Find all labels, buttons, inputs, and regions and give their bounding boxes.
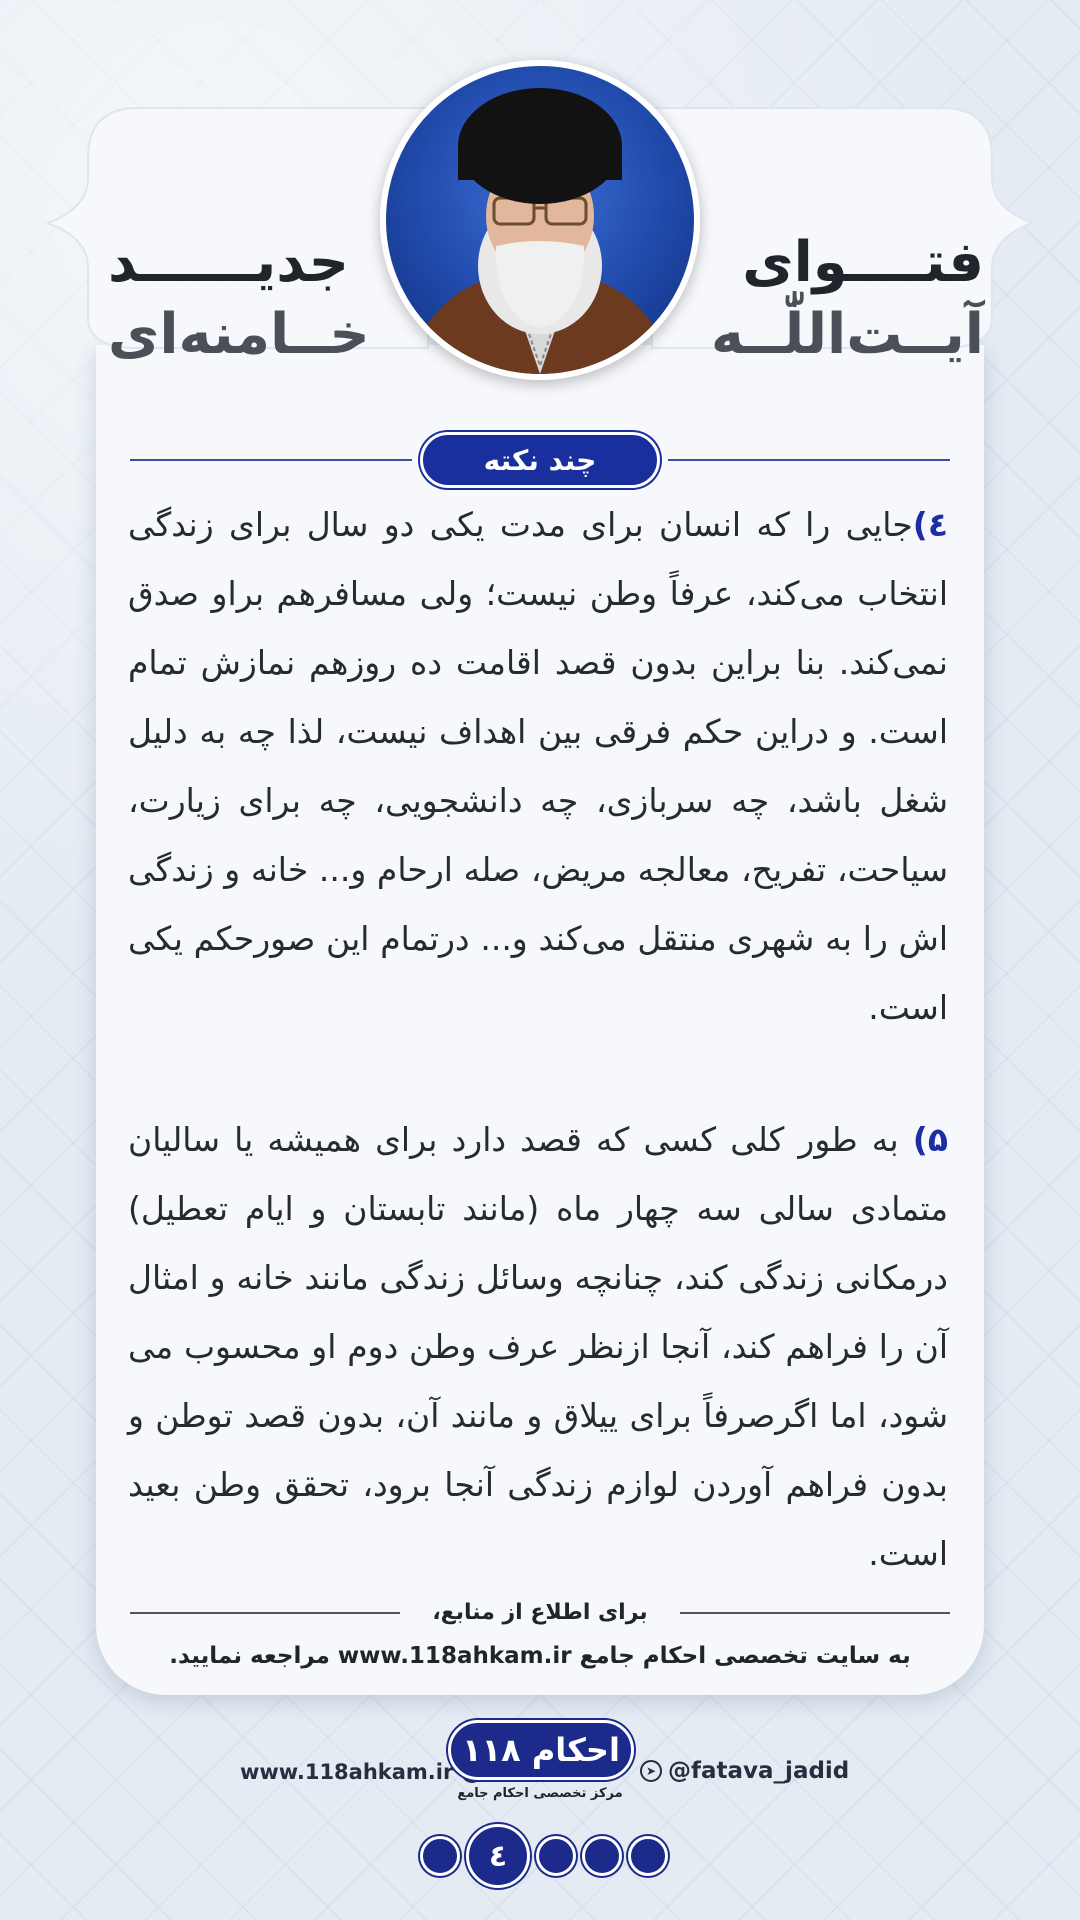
portrait-image: [380, 60, 700, 380]
footer-social-handle[interactable]: [640, 1758, 849, 1784]
paragraph-number: ٤): [912, 505, 948, 544]
footer: [0, 1720, 1080, 1920]
paragraph-text: جایی را که انسان برای مدت یکی دو سال برای زندگی انتخاب می‌کند، عرفاً وطن نیست؛ ولی مسافرهم براو صدق نمی‌کند. بنا براین بدون قصد اقامت ده روزهم نمازش تمام است. و دراین حکم فرقی بین اهداف نیست، لذا چه به دلیل شغل باشد، چه سربازی، چه دانشجویی، چه برای زیارت، سیاحت، تفریح، معالجه مریض، صله ارحام و... خانه و زندگی اش را به شهری منتقل می‌کند و... درتمام این صورحکم یکی است.: [128, 505, 948, 1027]
page-indicator: [0, 1820, 1080, 1900]
telegram-icon: ➤: [640, 1760, 662, 1782]
sources-divider-right: [680, 1612, 950, 1614]
section-divider-left: [130, 459, 412, 461]
paragraph-text: به طور کلی کسی که قصد دارد برای همیشه یا سالیان متمادی سالی سه چهار ماه (مانند تابستان و ایام تعطیل) درمکانی زندگی کند، چنانچه وسائل زندگی مانند خانه و امثال آن را فراهم کند، آنجا ازنظر عرف وطن دوم او محسوب می شود، اما اگرصرفاً برای ییلاق و مانند آن، بدون قصد توطن و بدون فراهم آوردن لوازم زندگی آنجا برود، تحقق وطن بعید است.: [128, 1120, 948, 1573]
page-dot: [628, 1836, 668, 1876]
footer-website-link[interactable]: [240, 1760, 483, 1784]
paragraph-number: ۵): [912, 1120, 948, 1159]
sources-line-1: برای اطلاع از منابع،: [432, 1600, 648, 1625]
section-title-badge: چند نکته: [420, 432, 660, 488]
title-left: [108, 228, 370, 372]
title-right: [711, 228, 984, 372]
paragraph-5: [128, 1105, 948, 1588]
sources-note: [130, 1595, 950, 1681]
brand-logo: ۱۱۸ احکام: [448, 1720, 634, 1780]
sources-divider-left: [130, 1612, 400, 1614]
section-divider-right: [668, 459, 950, 461]
paragraph-4: [128, 490, 948, 1042]
portrait-illustration: [386, 66, 694, 374]
sources-line-2: به سایت تخصصی احکام جامع www.118ahkam.ir مراجعه نمایید.: [169, 1643, 911, 1669]
section-header: [130, 430, 950, 490]
website-text: www.118ahkam.ir: [240, 1760, 454, 1784]
page-dot-active: ٤: [466, 1824, 530, 1888]
brand-logo-subtitle: مرکز تخصصی احکام جامع: [457, 1786, 623, 1801]
handle-text: @fatava_jadid: [668, 1758, 850, 1784]
page-dot: [536, 1836, 576, 1876]
title-khamenei: خــامنه‌ای: [108, 302, 370, 367]
page-dot: [420, 1836, 460, 1876]
title-fatwa: فتــــوای: [742, 230, 984, 295]
title-new: جدیــــــد: [108, 230, 349, 295]
page-dot: [582, 1836, 622, 1876]
title-ayatollah: آیــت‌اللّٰــه: [710, 302, 984, 367]
